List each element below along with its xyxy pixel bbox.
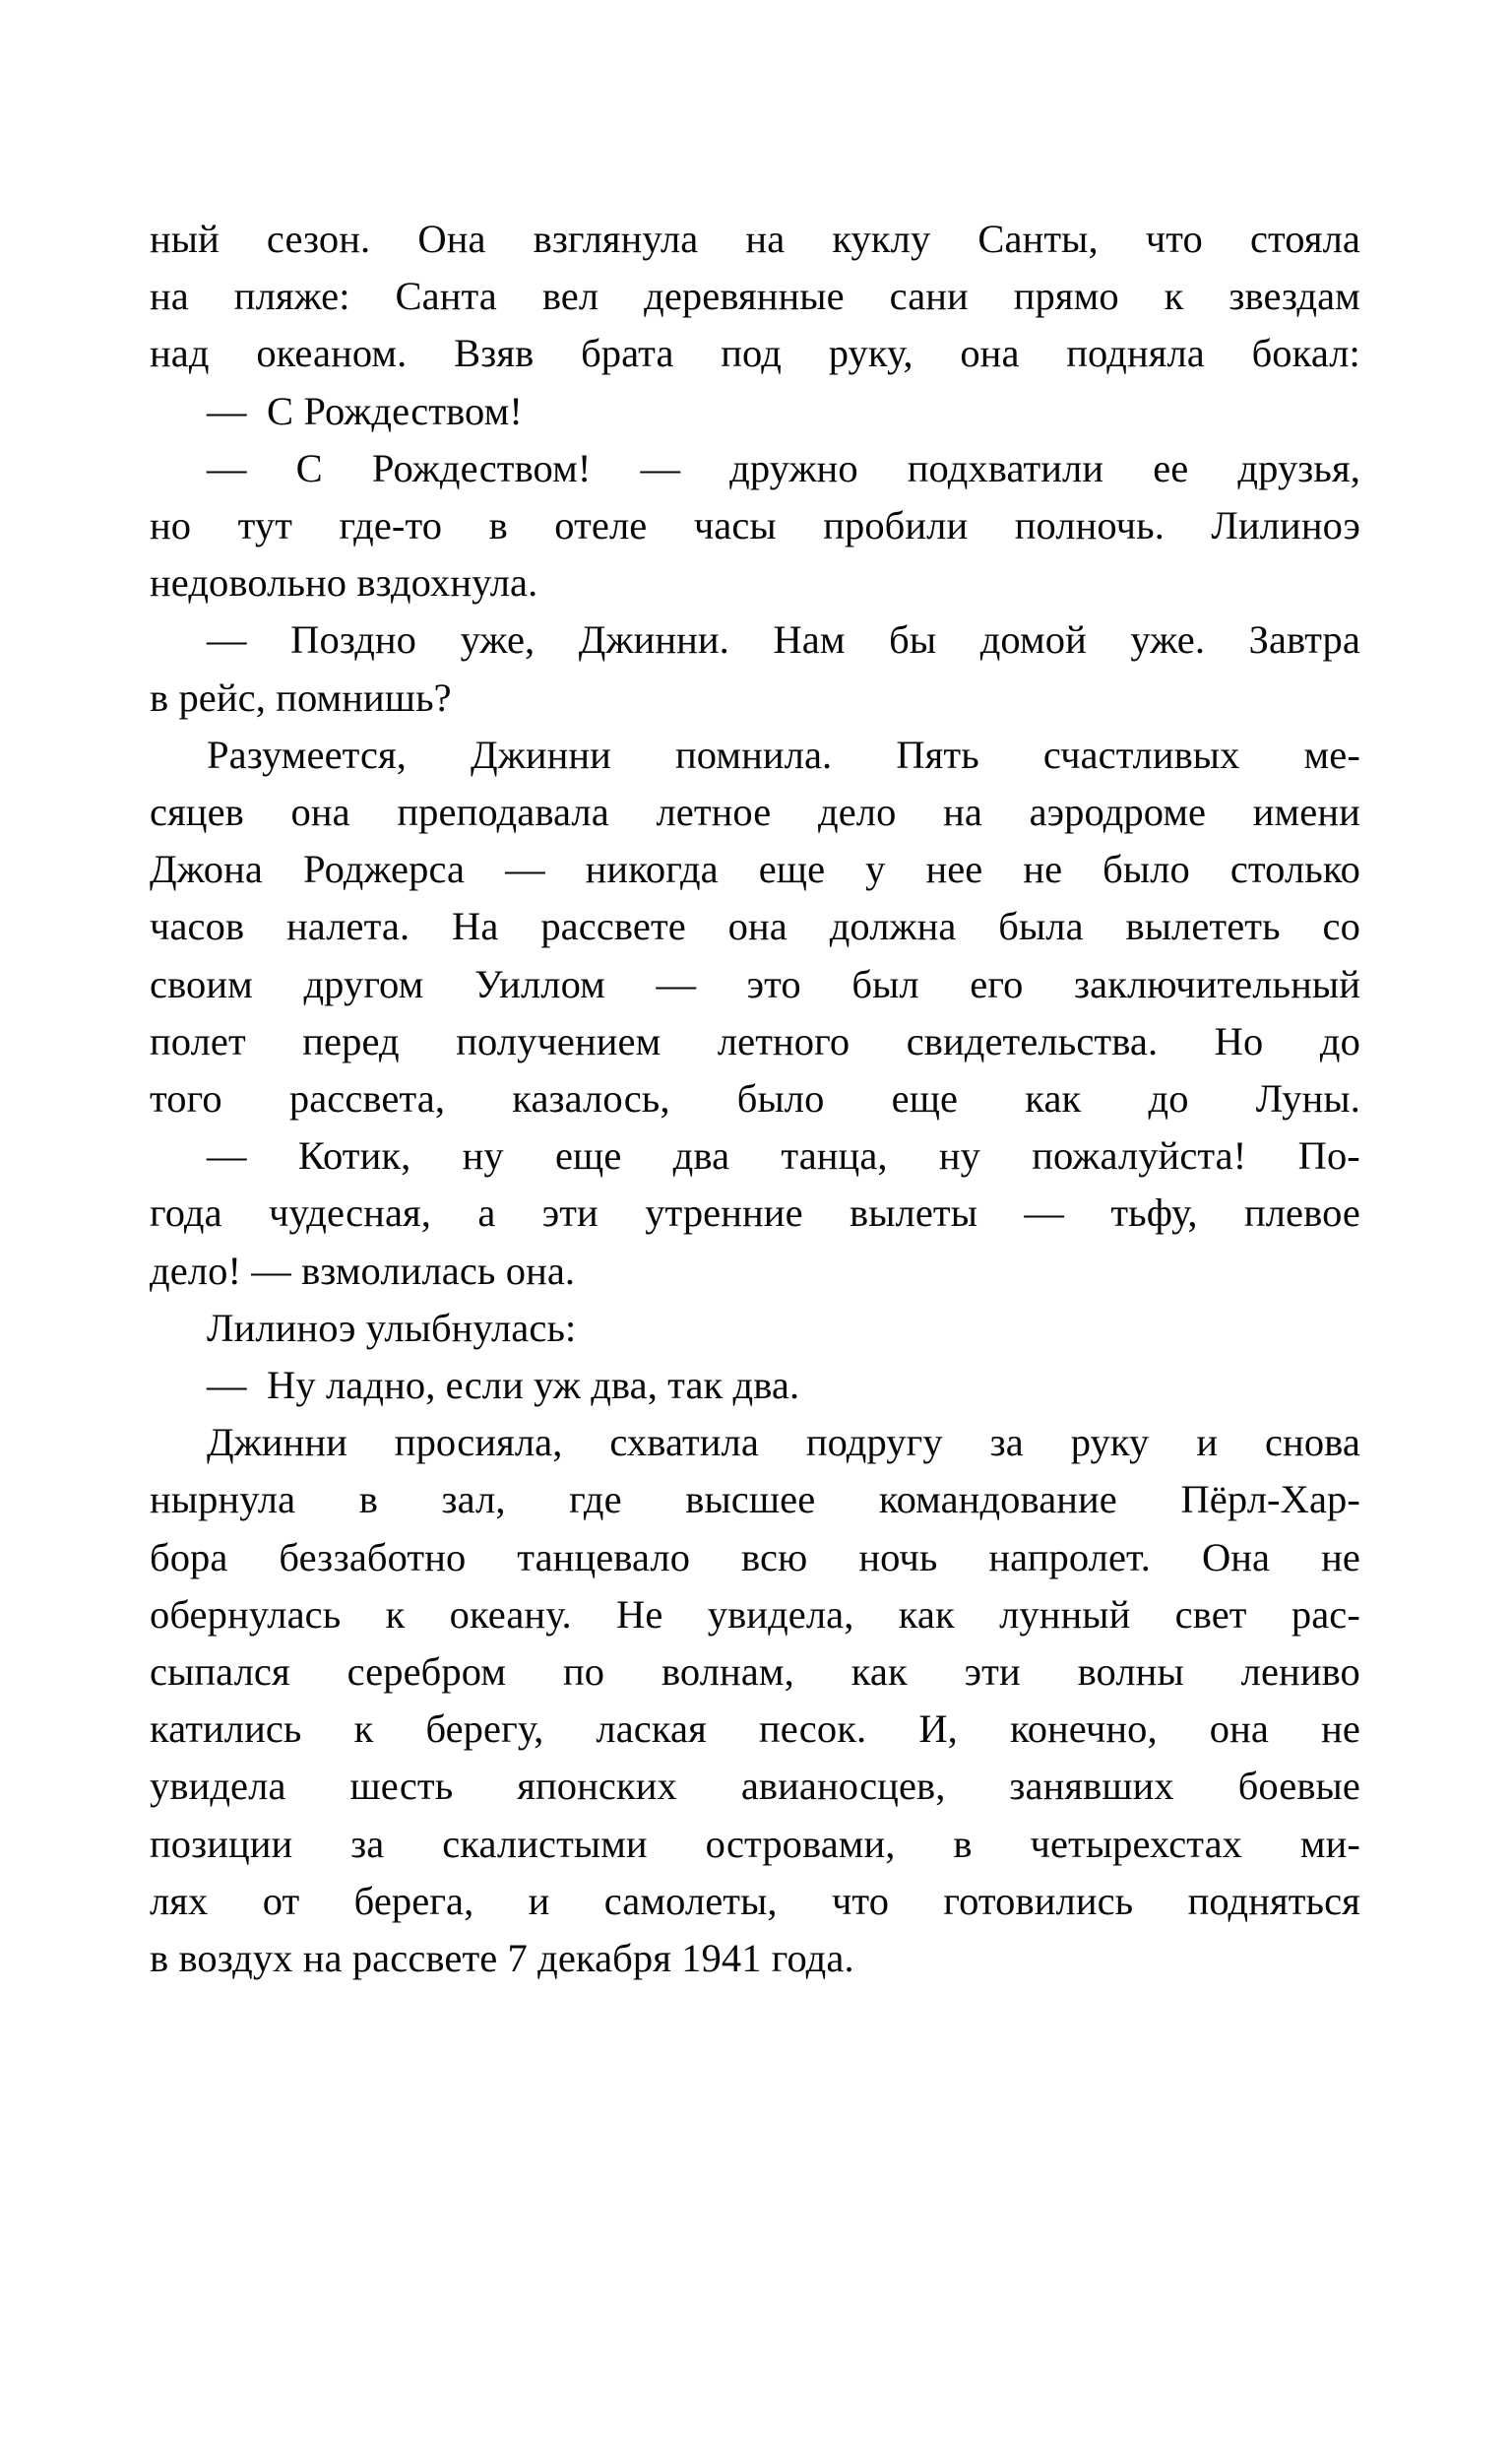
text-word: Котик, [297,1133,411,1179]
text-line [150,1873,1360,1930]
text-word: что [831,1878,890,1923]
text-word: самолеты, [603,1878,778,1923]
text-word: волнам, [661,1649,794,1695]
text-word: никогда [585,847,719,892]
text-word: того [150,1076,222,1122]
text-word: бы [889,617,937,663]
text-word: дело [818,790,897,835]
text-word: сыпался [150,1649,290,1695]
text-line: — С Рождеством! [207,388,523,433]
text-word: Не [616,1591,663,1637]
text-word: океану. [449,1591,572,1637]
text-word: не [1321,1534,1360,1579]
text-word: еще [554,1133,622,1179]
text-word: часы [693,503,777,548]
text-word: Джинни [471,732,611,777]
text-word: друзья, [1237,445,1360,490]
text-word: преподавала [397,790,609,835]
text-line: в воздух на рассвете 7 декабря 1941 года. [150,1936,854,1981]
text-word: как [898,1591,955,1637]
text-word: Завтра [1248,617,1360,663]
text-word: и [1196,1420,1219,1465]
text-word: рассвета, [288,1076,446,1122]
text-word: деревянные [644,274,845,319]
text-word: получением [456,1018,662,1063]
text-word: куклу [832,217,931,261]
text-word: со [1322,904,1360,949]
text-word: конечно, [1009,1706,1158,1752]
text-word: должна [829,904,957,949]
text-word: пляже: [233,274,350,319]
text-word: И, [918,1706,958,1752]
text-line [150,1643,1360,1701]
text-word: Лилиноэ [1211,503,1360,548]
text-word: На [452,904,499,949]
text-line: в рейс, помнишь? [150,675,452,720]
text-word: еще [758,847,826,892]
text-word: где-то [339,503,443,548]
text-word: рассвете [540,904,686,949]
text-word: чудесная, [269,1190,431,1236]
text-word: Джинни [207,1420,347,1465]
text-word: подругу [805,1420,943,1465]
text-word: лаская [596,1706,707,1752]
text-word: в [488,503,508,548]
text-word: и [528,1878,550,1923]
text-word: было [1102,847,1190,892]
text-word: но [150,503,192,548]
text-word: до [1319,1018,1360,1063]
text-word: а [477,1190,496,1236]
text-word: скалистыми [442,1821,648,1866]
text-line [150,211,1360,268]
text-word: вылететь [1125,904,1281,949]
text-word: казалось, [512,1076,670,1122]
text-word: Джинни. [578,617,729,663]
text-word: была [998,904,1084,949]
text-word: подняться [1187,1878,1360,1923]
text-word: дружно [729,445,858,490]
text-word: часов [150,904,245,949]
text-line [150,841,1360,898]
text-word: боевые [1237,1764,1360,1809]
text-word: тут [237,503,292,548]
text-word: нее [925,847,983,892]
text-word: имени [1252,790,1360,835]
text-word: рас- [1291,1591,1360,1637]
text-line [150,1127,1360,1185]
text-word: вел [541,274,599,319]
text-word: подхватили [907,445,1104,490]
text-word: эти [964,1649,1021,1695]
text-word: как [850,1649,908,1695]
text-word: свидетельства. [906,1018,1159,1063]
text-word: всю [741,1534,808,1579]
text-word: позиции [150,1821,293,1866]
text-word: столько [1229,847,1360,892]
text-word: в [358,1477,378,1522]
text-word: она [727,904,788,949]
text-line [150,1070,1360,1127]
text-word: японских [517,1764,677,1809]
text-word: — [640,445,681,490]
text-word: четырехстах [1030,1821,1243,1866]
text-word: руку [1070,1420,1150,1465]
text-word: увидела [150,1764,286,1809]
text-word: полночь. [1014,503,1165,548]
text-line [150,611,1360,669]
text-line: — Ну ладно, если уж два, так два. [207,1363,800,1408]
text-word: островами, [705,1821,896,1866]
text-word: от [262,1878,300,1923]
text-word: увидела, [707,1591,854,1637]
text-word: было [736,1076,825,1122]
text-word: обернулась [150,1591,342,1637]
text-word: сани [889,274,969,319]
text-word: С [295,445,323,490]
text-word: налета. [286,904,410,949]
text-word: где [569,1477,622,1522]
text-word: Пять [896,732,979,777]
text-word: как [1025,1076,1082,1122]
text-word: она [290,790,350,835]
text-word: берега, [353,1878,474,1923]
text-word: берегу, [425,1706,544,1752]
text-word: уже. [1130,617,1206,663]
text-word: волны [1077,1649,1184,1695]
text-line: недовольно вздохнула. [150,560,538,606]
text-word: к [1164,274,1184,319]
text-word: схватила [609,1420,759,1465]
text-word: Роджерса [302,847,466,892]
text-word: счастливых [1042,732,1240,777]
text-word: океаном. [256,331,408,376]
text-word: Рождеством! [371,445,592,490]
text-word: за [350,1821,385,1866]
text-word: на [150,274,189,319]
text-word: ночь [858,1534,938,1579]
text-word: брата [581,331,674,376]
text-word: в [953,1821,973,1866]
text-word: под [721,331,782,376]
text-word: Санты, [977,217,1099,261]
text-word: занявших [1009,1764,1174,1809]
text-word: По- [1297,1133,1360,1179]
text-word: у [865,847,886,892]
text-word: сезон. [266,217,371,261]
text-word: бокал: [1251,331,1360,376]
text-word: ее [1153,445,1189,490]
text-word: она [1209,1706,1269,1752]
text-word: Санта [395,274,497,319]
text-word: взглянула [533,217,699,261]
text-line [150,956,1360,1013]
text-word: бора [150,1534,228,1579]
text-word: над [150,331,210,376]
text-word: летное [656,790,772,835]
text-word: другом [303,961,424,1006]
text-word: готовились [943,1878,1134,1923]
text-word: высшее [685,1477,816,1522]
text-line: дело! — взмолилась она. [150,1248,576,1293]
text-word: подняла [1066,331,1205,376]
text-word: серебром [346,1649,507,1695]
text-line [150,1758,1360,1815]
text-word: — [207,1133,247,1179]
text-line [150,898,1360,955]
text-word: Взяв [454,331,535,376]
text-line [150,1471,1360,1528]
text-line [150,268,1360,325]
text-line [150,497,1360,554]
text-line [150,1013,1360,1070]
text-line: Лилиноэ улыбнулась: [207,1305,577,1350]
text-word: на [943,790,982,835]
text-word: — [207,617,247,663]
text-word: беззаботно [279,1534,467,1579]
text-word: — [207,445,247,490]
text-word: Нам [773,617,846,663]
text-word: за [989,1420,1024,1465]
text-word: она [960,331,1020,376]
text-word: Луны. [1255,1076,1360,1122]
text-word: аэродроме [1029,790,1207,835]
text-word: лениво [1240,1649,1360,1695]
text-word: свет [1174,1591,1247,1637]
text-word: помнила. [675,732,833,777]
text-line [150,440,1360,497]
text-word: руку, [828,331,914,376]
text-line [150,1586,1360,1643]
text-word: не [1321,1706,1360,1752]
text-word: — [505,847,545,892]
text-word: командование [878,1477,1117,1522]
text-word: снова [1264,1420,1360,1465]
text-line [150,1816,1360,1873]
text-line [150,1701,1360,1758]
text-word: песок. [758,1706,867,1752]
text-word: нырнула [150,1477,296,1522]
body-text-block [150,211,1360,1987]
text-word: вылеты [850,1190,978,1236]
text-word: зал, [441,1477,506,1522]
text-word: напролет. [988,1534,1152,1579]
text-word: Она [1201,1534,1271,1579]
text-word: Поздно [290,617,417,663]
text-word: танцевало [517,1534,691,1579]
text-word: Пёрл-Хар- [1180,1477,1360,1522]
text-word: что [1145,217,1203,261]
text-word: пробили [823,503,969,548]
text-word: Но [1214,1018,1264,1063]
text-word: летного [717,1018,850,1063]
text-word: Она [417,217,486,261]
text-word: еще [891,1076,959,1122]
text-word: отеле [554,503,648,548]
text-word: своим [150,961,253,1006]
text-word: года [150,1190,222,1236]
text-word: ме- [1303,732,1360,777]
text-word: не [1023,847,1063,892]
text-word: авианосцев, [740,1764,946,1809]
text-word: домой [979,617,1087,663]
text-word: ну [462,1133,504,1179]
text-word: — [1024,1190,1065,1236]
text-word: на [745,217,786,261]
text-word: стояла [1249,217,1360,261]
text-word: Уиллом [473,961,605,1006]
text-word: это [746,961,801,1006]
text-line [150,1414,1360,1471]
text-line [150,1185,1360,1242]
text-word: ми- [1299,1821,1360,1866]
text-word: — [656,961,697,1006]
text-word: прямо [1013,274,1119,319]
text-word: к [353,1706,374,1752]
text-line [150,325,1360,382]
text-word: к [385,1591,406,1637]
text-word: два [672,1133,730,1179]
text-word: лунный [999,1591,1131,1637]
text-word: Джона [150,847,263,892]
text-word: уже, [460,617,536,663]
text-word: звездам [1228,274,1360,319]
text-word: тьфу, [1110,1190,1198,1236]
text-line [150,727,1360,784]
text-word: заключительный [1074,961,1360,1006]
text-word: катились [150,1706,302,1752]
text-word: до [1148,1076,1189,1122]
text-word: сяцев [150,790,244,835]
text-line [150,1529,1360,1586]
text-word: ну [938,1133,980,1179]
text-word: полет [150,1018,246,1063]
text-word: танца, [781,1133,888,1179]
text-word: был [851,961,919,1006]
text-word: эти [541,1190,598,1236]
text-word: Разумеется, [207,732,407,777]
text-word: по [562,1649,605,1695]
text-word: утренние [645,1190,803,1236]
text-line [150,784,1360,841]
text-word: перед [302,1018,400,1063]
text-word: его [970,961,1024,1006]
text-word: плевое [1243,1190,1360,1236]
text-word: ный [150,217,220,261]
text-word: просияла, [394,1420,563,1465]
text-word: лях [150,1878,209,1923]
text-word: шесть [349,1764,454,1809]
text-word: пожалуйста! [1032,1133,1247,1179]
